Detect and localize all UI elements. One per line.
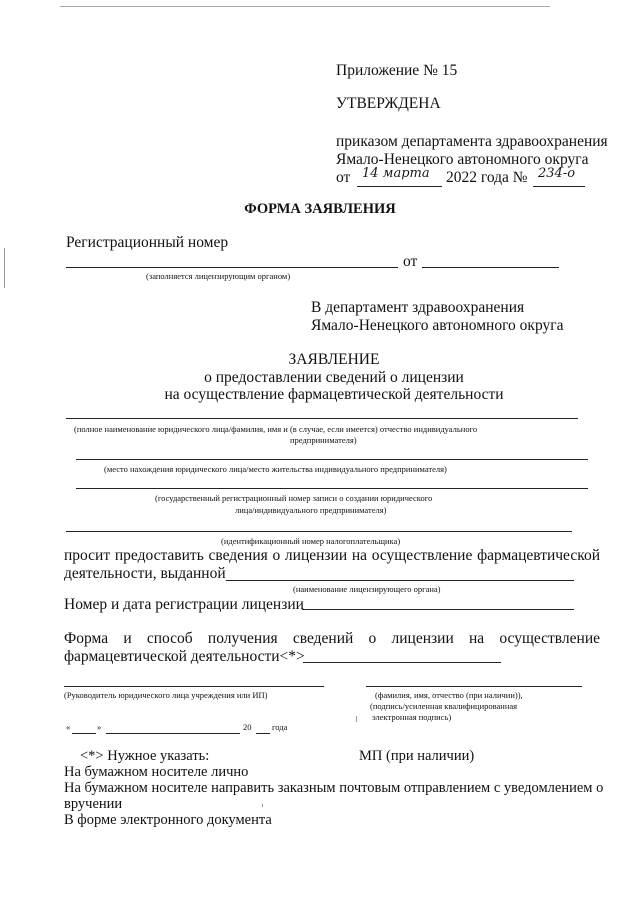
application-subtitle-2: на осуществление фармацевтической деятельности [164,386,504,403]
option-paper-mail-line-1: На бумажном носителе направить заказным почтовым отправлением с уведомлением о [64,780,604,796]
approved-label: УТВЕРЖДЕНА [336,95,441,112]
option-paper-in-person: На бумажном носителе лично [64,764,249,780]
order-date-line [357,186,442,187]
state-reg-line [76,488,588,489]
order-number-line [533,186,585,187]
stamp-label: МП (при наличии) [359,748,475,764]
signature-year-suffix: года [272,722,288,732]
scan-dot [262,804,263,807]
footnote-indicate: <*> Нужное указать: [80,748,210,764]
method-line-2: фармацевтической деятельности<*> [64,648,305,665]
application-title: ЗАЯВЛЕНИЕ [288,351,380,368]
scan-mark [356,716,357,722]
registration-from: от [403,253,418,270]
top-border-line [60,6,550,7]
registration-number-line [66,267,398,268]
order-number-handwritten: 234-о [538,166,576,181]
inn-caption: (идентификационный номер налогоплательщика) [221,536,401,546]
order-date-handwritten: 14 марта [362,166,430,181]
state-reg-caption-1: (государственный регистрационный номер записи о создании юридического [155,493,433,503]
scan-edge-mark [4,248,5,288]
fio-caption-3: электронная подпись) [372,712,452,722]
order-year-text: 2022 года № [446,169,528,186]
signature-year-prefix: 20 [243,722,252,732]
location-caption: (место нахождения юридического лица/место жительства индивидуального предпринимателя) [104,464,447,474]
registration-label: Регистрационный номер [66,234,229,251]
fio-signature-line [366,686,582,687]
issuing-authority-line [226,580,574,581]
appendix-label: Приложение № 15 [336,62,458,79]
state-reg-caption-2: лица/индивидуального предпринимателя) [235,505,387,515]
license-number-line [302,609,574,610]
license-number-label: Номер и дата регистрации лицензии [64,596,304,613]
applicant-name-line [66,418,578,419]
order-line-1: приказом департамента здравоохранения [336,133,608,150]
issuing-authority-caption: (наименование лицензирующего органа) [293,584,441,594]
option-electronic: В форме электронного документа [64,812,272,828]
head-caption: (Руководитель юридического лица учреждения или ИП) [64,690,268,700]
order-date-prefix: от [336,169,351,186]
method-line-1: Форма и способ получения сведений о лицензии на осуществление [64,630,600,647]
application-subtitle-1: о предоставлении сведений о лицензии [204,369,464,386]
signature-year-line [256,733,270,734]
request-line-2: деятельности, выданной [64,565,226,582]
registration-date-line [422,267,559,268]
signature-day-line [72,733,96,734]
location-line [76,459,588,460]
form-title: ФОРМА ЗАЯВЛЕНИЯ [244,201,396,217]
addressee-line-2: Ямало-Ненецкого автономного округа [311,317,564,334]
request-line-1: просит предоставить сведения о лицензии на осуществление фармацевтической [64,547,600,564]
registration-caption: (заполняется лицензирующим органом) [146,271,291,281]
applicant-name-caption-2: предпринимателя) [290,435,357,445]
signature-month-line [106,733,240,734]
addressee-line-1: В департамент здравоохранения [311,299,525,316]
signature-date-close-quote: » [97,722,102,732]
order-line-2: Ямало-Ненецкого автономного округа [336,151,589,168]
head-signature-line [64,686,324,687]
applicant-name-caption-1: (полное наименование юридического лица/фамилия, имя и (в случае, если имеется) отчество индивидуального [74,424,478,434]
fio-caption-1: (фамилия, имя, отчество (при наличии)), [375,690,523,700]
inn-line [66,531,572,532]
method-line [303,662,501,663]
signature-date-open-quote: « [66,722,71,732]
fio-caption-2: (подпись/усиленная квалифицированная [370,701,518,711]
option-paper-mail-line-2: вручении [64,796,123,812]
